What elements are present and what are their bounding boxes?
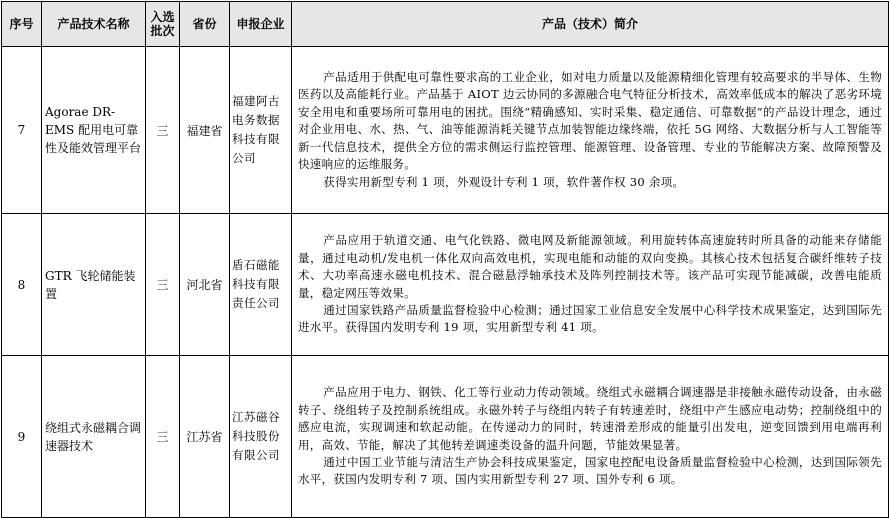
table-row [2,214,889,356]
header-province: 省份 [180,2,230,47]
description-paragraph: 产品适用于供配电可靠性要求高的工业企业，如对电力质量以及能源精细化管理有较高要求的半导体、生物医药以及高能耗行业。产品基于 AIOT 边云协同的多源融合电气特征分析技术，高效率低成本的解决了恶劣环境安全用电和重要场所可靠用电的困扰。围绕“精确感知、实时采集、稳定通信、可靠数据”的产品设计理念，通过对企业用电、水、热、气、油等能源消耗关键节点加装智能边缘终端，依托 5G 网络、大数据分析与人工智能等新一代信息技术，提供全方位的需求侧运行监控管理、能源管理、设备管理、专业的节能解决方案、故障预警及快速响应的运维服务。 [298,70,882,172]
row-product-name: GTR 飞轮储能装置 [42,214,146,356]
row-province: 福建省 [180,47,230,214]
row-enterprise: 福建阿古电务数据科技有限公司 [230,47,292,214]
row-description [292,214,889,356]
row-province: 河北省 [180,214,230,356]
row-index: 9 [2,356,42,518]
row-batch: 三 [146,214,180,356]
row-index: 7 [2,47,42,214]
header-index: 序号 [2,2,42,47]
description-paragraph: 产品应用于电力、钢铁、化工等行业动力传动领域。绕组式永磁耦合调速器是非接触永磁传动设备，由永磁转子、绕组转子及控制系统组成。永磁外转子与绕组内转子有转速差时，绕组中产生感应电动势；控制绕组中的感应电流，实现调速和软起动能。在传递动力的同时，转速滑差形成的能量引出发电，逆变回馈到用电端再利用，高效、节能，解决了其他转差调速类设备的温升问题，节能效果显著。 [298,385,882,452]
header-enterprise: 申报企业 [230,2,292,47]
table-row [2,47,889,214]
header-description: 产品（技术）简介 [292,2,889,47]
table-row [2,356,889,518]
product-table [1,1,889,518]
row-product-name: 绕组式永磁耦合调速器技术 [42,356,146,518]
header-product-name: 产品技术名称 [42,2,146,47]
description-paragraph: 获得实用新型专利 1 项，外观设计专利 1 项，软件著作权 30 余项。 [323,174,685,189]
row-province: 江苏省 [180,356,230,518]
row-index: 8 [2,214,42,356]
header-batch: 入选批次 [146,2,180,47]
description-paragraph: 通过国家铁路产品质量监督检验中心检测；通过国家工业信息安全发展中心科学技术成果鉴定，达到国际先进水平。获得国内发明专利 19 项，实用新型专利 41 项。 [298,302,882,335]
row-batch: 三 [146,356,180,518]
row-enterprise: 盾石磁能科技有限责任公司 [230,214,292,356]
row-batch: 三 [146,47,180,214]
row-product-name: Agorae DR-EMS 配用电可靠性及能效管理平台 [42,47,146,214]
row-enterprise: 江苏磁谷科技股份有限公司 [230,356,292,518]
row-description [292,47,889,214]
table-header-row [2,2,889,47]
description-paragraph: 产品应用于轨道交通、电气化铁路、微电网及新能源领域。利用旋转体高速旋转时所具备的动能来存储能量，通过电动机/发电机一体化双向高效电机，实现电能和动能的双向变换。其核心技术包括复合碳纤维转子技术、大功率高速永磁电机技术、混合磁悬浮轴承技术及阵列控制技术等。该产品可实现节能减碳，改善电能质量，稳定网压等效果。 [298,233,882,300]
description-paragraph: 通过中国工业节能与清洁生产协会科技成果鉴定，国家电控配电设备质量监督检验中心检测，达到国际领先水平，获国内发明专利 7 项、国内实用新型专利 27 项、国外专利 6 项。 [298,454,882,487]
row-description [292,356,889,518]
